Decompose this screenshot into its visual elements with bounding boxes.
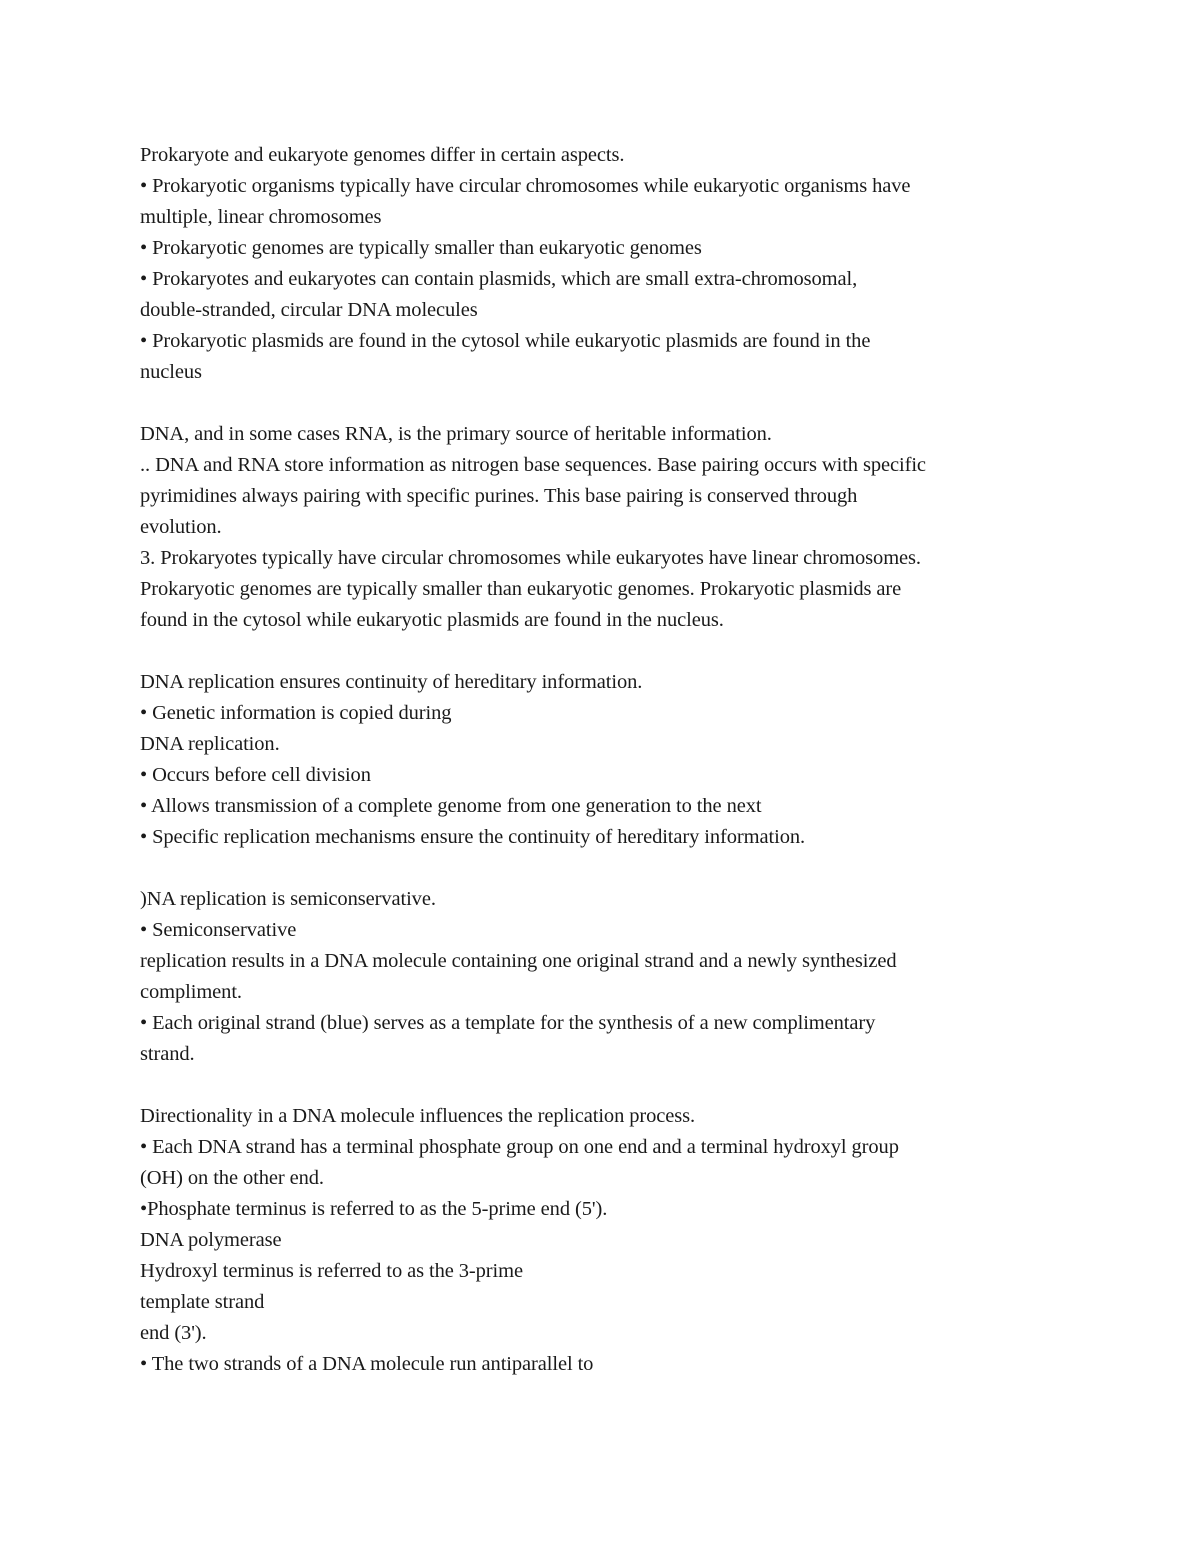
- text-line: 3. Prokaryotes typically have circular chromosomes while eukaryotes have linear chromosomes.: [140, 547, 921, 569]
- section-heritable-information: [140, 419, 1070, 636]
- bullet-line: • Each DNA strand has a terminal phosphate group on one end and a terminal hydroxyl group: [140, 1136, 899, 1158]
- bullet-line: • The two strands of a DNA molecule run antiparallel to: [140, 1353, 594, 1375]
- bullet-line: • Specific replication mechanisms ensure the continuity of hereditary information.: [140, 826, 806, 848]
- text-line: Prokaryotic genomes are typically smaller than eukaryotic genomes. Prokaryotic plasmids are: [140, 578, 902, 600]
- bullet-line: • Prokaryotic organisms typically have circular chromosomes while eukaryotic organisms have: [140, 175, 911, 197]
- text-line: nucleus: [140, 361, 202, 383]
- bullet-line: • Allows transmission of a complete genome from one generation to the next: [140, 795, 762, 817]
- text-line: (OH) on the other end.: [140, 1167, 324, 1189]
- paragraph-gap: [140, 636, 1070, 667]
- text-line: multiple, linear chromosomes: [140, 206, 382, 228]
- section-semiconservative: [140, 884, 1070, 1070]
- text-line: replication results in a DNA molecule containing one original strand and a newly synthesized: [140, 950, 897, 972]
- text-line: DNA replication.: [140, 733, 280, 755]
- text-line: DNA polymerase: [140, 1229, 282, 1251]
- text-line: end (3').: [140, 1322, 207, 1344]
- paragraph-gap: [140, 1070, 1070, 1101]
- bullet-line: •Phosphate terminus is referred to as the 5-prime end (5').: [140, 1198, 608, 1220]
- text-line: double-stranded, circular DNA molecules: [140, 299, 478, 321]
- bullet-line: • Occurs before cell division: [140, 764, 371, 786]
- document-body: [140, 140, 1070, 1380]
- bullet-line: • Prokaryotic genomes are typically smaller than eukaryotic genomes: [140, 237, 702, 259]
- text-line: compliment.: [140, 981, 242, 1003]
- paragraph-gap: [140, 853, 1070, 884]
- text-line: template strand: [140, 1291, 265, 1313]
- section-heading: DNA, and in some cases RNA, is the primary source of heritable information.: [140, 423, 772, 445]
- text-line: found in the cytosol while eukaryotic plasmids are found in the nucleus.: [140, 609, 724, 631]
- text-line: evolution.: [140, 516, 222, 538]
- section-heading: Prokaryote and eukaryote genomes differ in certain aspects.: [140, 144, 625, 166]
- section-heading: Directionality in a DNA molecule influences the replication process.: [140, 1105, 696, 1127]
- section-genome-differences: [140, 140, 1070, 388]
- bullet-line: • Prokaryotic plasmids are found in the cytosol while eukaryotic plasmids are found in the: [140, 330, 871, 352]
- paragraph-gap: [140, 388, 1070, 419]
- text-line: Hydroxyl terminus is referred to as the 3-prime: [140, 1260, 523, 1282]
- bullet-line: • Prokaryotes and eukaryotes can contain plasmids, which are small extra-chromosomal,: [140, 268, 858, 290]
- bullet-line: • Genetic information is copied during: [140, 702, 452, 724]
- bullet-line: • Each original strand (blue) serves as a template for the synthesis of a new complimentary: [140, 1012, 876, 1034]
- text-line: strand.: [140, 1043, 195, 1065]
- section-heading: )NA replication is semiconservative.: [140, 888, 436, 910]
- section-heading: DNA replication ensures continuity of hereditary information.: [140, 671, 643, 693]
- text-line: .. DNA and RNA store information as nitrogen base sequences. Base pairing occurs with specific: [140, 454, 926, 476]
- section-directionality: [140, 1101, 1070, 1380]
- text-line: pyrimidines always pairing with specific purines. This base pairing is conserved through: [140, 485, 858, 507]
- bullet-line: • Semiconservative: [140, 919, 297, 941]
- section-dna-replication: [140, 667, 1070, 853]
